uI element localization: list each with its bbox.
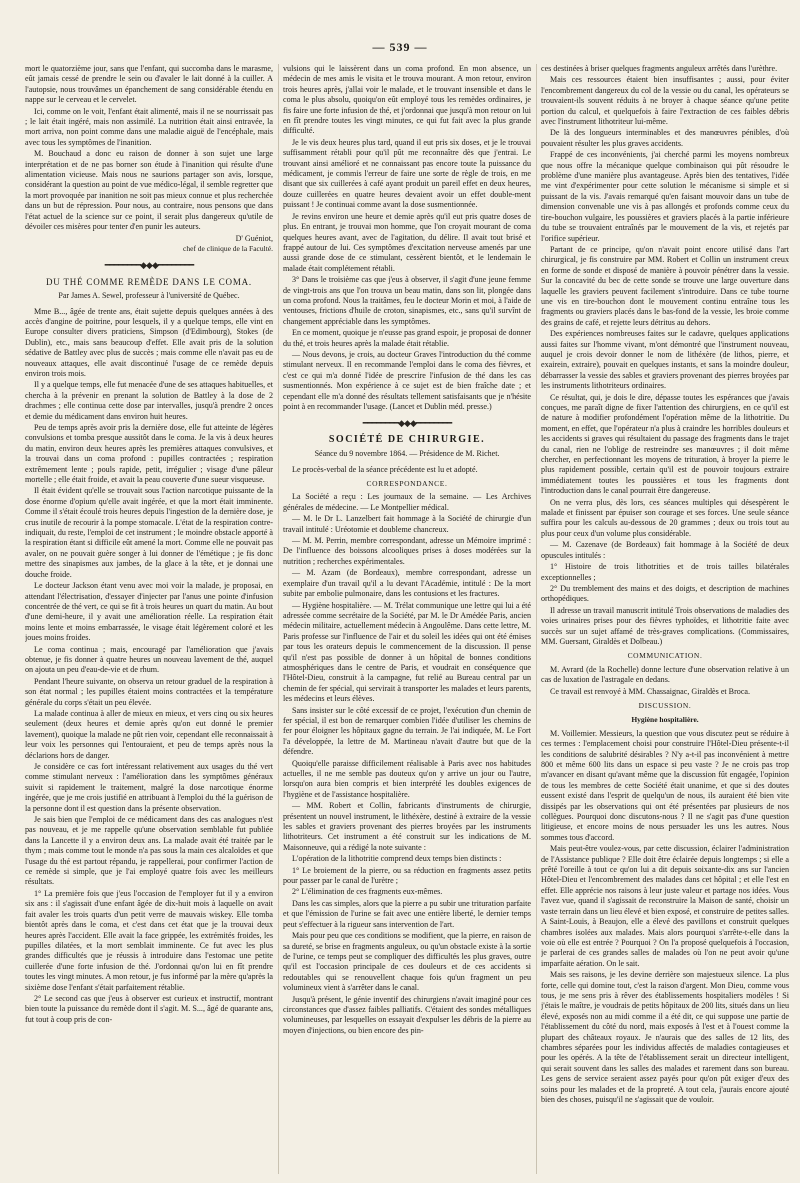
paragraph: M. Voillemier. Messieurs, la question que vous discutez peut se réduire à ces termes : l'emplacement choisi pour construire l'Hôtel-Dieu présente-t-il les conditions de salubrité désirables ? N'y a-t-il pas inconvénient à mettre 800 et même 600 lits dans un espace si peu vaste ? Je ne crois pas trop m'avancer en disant qu'avant même que la discussion fût engagée, l'opinion de tous les membres de cette Société était unanime, et que si des doutes eussent existé dans l'esprit de quelqu'un de nous, ils auraient été bien vite dissipés par les observations qui ont été présentées par plusieurs de nos collègues. Pourquoi donc discutons-nous ? Il ne s'agit pas d'une question litigieuse, et encore moins de nous persuader les uns les autres. Nous sommes tous d'accord. <box>541 728 789 842</box>
paragraph: Peu de temps après avoir pris la dernière dose, elle fut atteinte de légères convulsions et tomba presque aussitôt dans le coma. Je la vis à deux heures du matin, environ deux heures après les premières attaques convulsives, et la trouvai dans un coma profond : pupilles contractées ; respiration extrêmement lente ; pouls rapide, petit, irrégulier ; visage d'une pâleur mortelle ; elle était froide, et avait la peau couverte d'une sueur visqueuse. <box>25 423 273 485</box>
paragraph: Il était évident qu'elle se trouvait sous l'action narcotique puissante de la dose énorme d'opium qu'elle avait ingérée, et que la mort était imminente. Comme il s'était écoulé trois heures depuis l'ingestion de la dernière dose, je crus inutile de recourir à la pompe stomacale. L'état de la respiration contre-indiquait, du reste, l'emploi de cet instrument ; le moindre obstacle apporté à la respiration étant si difficile eût amené la mort. Comme elle ne pouvait pas avaler, on ne pouvait guère songer à lui donner de l'émétique ; je fis donc mettre des sinapismes aux jambes, de la glace à la tête, et je donnai une douche froide. <box>25 486 273 579</box>
paragraph: Ce résultat, qui, je dois le dire, dépasse toutes les espérances que j'avais conçues, me paraît digne de fixer l'attention des chirurgiens, en ce qu'il est de nature à modifier profondément l'opération même de la lithotritie. Du moment, en effet, que l'opérateur n'a plus à craindre les horribles douleurs et les accidents si graves qui résultaient du passage des fragments dans le trajet du canal, rien ne l'oblige de restreindre ses manœuvres ; il doit même chercher, en perfectionnant les moyens de trituration, à broyer la pierre le plus rapidement possible, certain qu'il est de pouvoir toujours extraire immédiatement toutes les poussières et tous les fragments dont l'introduction dans le canal pourrait être dangereuse. <box>541 392 789 496</box>
paragraph: Mais peut-être voulez-vous, par cette discussion, éclairer l'administration de l'Assistance publique ? Elle doit être éclairée depuis longtemps ; si elle a prêté l'oreille à tout ce qu'on lui a dit depuis soixante-dix ans sur l'ancien Hôtel-Dieu et l'encombrement des malades dans cet hôpital ; et elle l'est en effet. Elle apprécie nos raisons à leur juste valeur et partage nos idées. Vous l'avez vue, quand il s'agissait de reconstruire la Maison de santé, choisir un vaste terrain dans un lieu élevé et bien exposé, et construire de petites salles. A Saint-Louis, à Beaujon, elle a élevé des pavillons et construit quelques chambres isolées aux malades. Mais alors pourquoi s'arrête-t-elle dans la voie où elle est entrée ? Pourquoi ? On l'a proposé quelquefois à l'occasion, je parlerai de ces grandes salles de malades où l'on ne peut avoir qu'une imparfaite aération. On le sait. <box>541 844 789 968</box>
subheading: CORRESPONDANCE. <box>366 479 448 489</box>
paragraph: Le coma continua ; mais, encouragé par l'amélioration que j'avais obtenue, je fis donner à quatre heures un nouveau lavement de thé, auquel on ajouta un peu d'eau-de-vie et de rhum. <box>25 644 273 675</box>
paragraph: Il y a quelque temps, elle fut menacée d'une de ses attaques habituelles, et chercha à la prévenir en prenant la solution de Battley à la dose de 2 drachmes ; elle continua cette dose par intervalles, jusqu'à prendre 2 onces et demie du médicament dans environ huit heures. <box>25 380 273 421</box>
subheading: Hygiène hospitalière. <box>631 715 699 725</box>
paragraph: — Hygiène hospitalière. — M. Trélat communique une lettre qui lui a été adressée comme secrétaire de la Société, par M. le Dr Amédée Paris, ancien médecin militaire, actuellement médecin à Angoulême. Dans cette lettre, M. Paris professe sur l'influence de l'air et du soleil les idées qui ont été émises par tous les orateurs depuis le commencement de la discussion. Il pense qu'il n'est pas possible de donner à un hôpital de bonnes conditions atmosphériques dans le centre de Paris, et voudrait en conséquence que l'Hôtel-Dieu, construit à la campagne, fut relié au Bureau central par un chemin de fer spécial, qui servirait à transporter les malades et leurs parents, les médecins et leurs élèves. <box>283 600 531 704</box>
paragraph: Je revins environ une heure et demie après qu'il eut pris quatre doses de plus. En entrant, je trouvai mon homme, que l'on croyait mourant de coma quelques heures avant, avec de l'agitation, du délire. Il avait tout brisé et frappé autour de lui. Ces symptômes d'excitation nerveuse amenés par une aussi grande dose de ce stimulant, cessèrent bientôt, et le lendemain le malade était complétement rétabli. <box>283 211 531 273</box>
paragraph: Frappé de ces inconvénients, j'ai cherché parmi les moyens nombreux que nous offre la mécanique quelque combinaison qui pût résoudre le problème d'une manière plus avantageuse. Après bien des tentatives, l'idée me vint d'expérimenter pour cette solution le mécanisme si simple et si puissant de la vis. J'avais remarqué qu'en faisant mouvoir dans un tube de dimension convenable une vis à pas allongés et profonds comme ceux du tire-bouchon vulgaire, les poussières et graviers placés à la partie inférieure du tube se trouvaient entraînés par le mouvement de la vis, et rejetés par l'orifice supérieur. <box>541 150 789 243</box>
paragraph: Dans les cas simples, alors que la pierre a pu subir une trituration parfaite et que l'émission de l'urine se fait avec une entière liberté, le dernier temps peut s'effectuer à la rigueur sans intervention de l'art. <box>283 898 531 929</box>
section-title: SOCIÉTÉ DE CHIRURGIE. <box>328 433 486 445</box>
paragraph: 1° Histoire de trois lithotrities et de trois tailles bilatérales exceptionnelles ; <box>541 562 789 582</box>
paragraph: Je sais bien que l'emploi de ce médicament dans des cas analogues n'est pas nouveau, et je me rappelle qu'une observation semblable fut publiée dans la Lancette il y a environ deux ans. La malade avait été traitée par le thym ; mais comme tout le monde n'a pas sous la main ces alcaloïdes et que l'usage du thé est partout répandu, je rappellerai, pour confirmer l'action de ce remède si simple, que je l'ai employé quatre fois avec les meilleurs résultats. <box>25 815 273 887</box>
paragraph: En ce moment, quoique je n'eusse pas grand espoir, je proposai de donner du thé, et trois heures après la malade était rétablie. <box>283 328 531 348</box>
paragraph: 2° Le second cas que j'eus à observer est curieux et instructif, montrant bien toute la puissance du remède dont il s'agit. M. S..., âgé de quarante ans, fut tout à coup pris de con- <box>25 993 273 1024</box>
author-title: chef de clinique de la Faculté. <box>183 243 273 253</box>
paragraph: Partant de ce principe, qu'on n'avait point encore utilisé dans l'art chirurgical, je fis construire par MM. Robert et Collin un instrument creux en forme de sonde et disposé de manière à pouvoir pénétrer dans la vessie. Sur la concavité du bec de cette sonde se trouve une large ouverture dans laquelle les graviers peuvent facilement s'introduire. Dans ce tube tourne une vis en tire-bouchon dont le mouvement continu entraîne tous les fragments ou graviers placés dans le bas-fond de la vessie, les broie comme des grains de café, et rejette leurs détritus au dehors. <box>541 244 789 327</box>
column-divider <box>278 64 279 1174</box>
column-3 <box>541 64 789 1174</box>
subheading: DISCUSSION. <box>638 700 692 710</box>
column-2 <box>283 64 531 1174</box>
section-separator: ━━━━━━━━◆◆◆━━━━━━━━ <box>104 260 194 271</box>
paragraph: 3° Dans le troisième cas que j'eus à observer, il s'agit d'une jeune femme de vingt-trois ans que l'on trouva un beau matin, dans son lit, plongée dans un coma profond. Nous la traitâmes, feu le docteur Morin et moi, à l'aide de ventouses, frictions d'huile de croton, sinapismes, etc., sans qu'il survînt de changement appréciable dans les symptômes. <box>283 275 531 326</box>
paragraph: La Société a reçu : Les journaux de la semaine. — Les Archives générales de médecine. — Le Montpellier médical. <box>283 492 531 512</box>
page-number: — 539 — <box>372 40 428 54</box>
paragraph: De là des longueurs interminables et des manœuvres pénibles, d'où pouvaient résulter les plus graves accidents. <box>541 128 789 148</box>
paragraph: L'opération de la lithotritie comprend deux temps bien distincts : <box>292 854 502 864</box>
paragraph: 2° L'élimination de ces fragments eux-mêmes. <box>292 887 443 897</box>
paragraph: On ne verra plus, dès lors, ces séances multiples qui désespèrent le malade et finissent par épuiser son courage et ses forces. Une seule séance suffira pour les calculs au-dessous de 20 grammes ; deux ou trois tout au plus pour ceux d'un volume plus considérable. <box>541 497 789 538</box>
meeting-header: Séance du 9 novembre 1864. — Présidence de M. Richet. <box>314 449 500 459</box>
paragraph: ces destinées à briser quelques fragments anguleux arrêtés dans l'urèthre. <box>541 64 778 73</box>
paragraph: M. Bouchaud a donc eu raison de donner à son sujet une large interprétation et de ne pas borner son étude à l'inanition qui résulte d'une alimentation vicieuse. Mais nous ne saurions partager son avis, lorsque, considérant la question au point de vue médico-légal, il semble regretter que la mort provoquée par inanition ne soit pas mieux connue et plus recherchée dans un but de répression. Pour nous, au contraire, nous pensons que dans l'état actuel de la science sur ce point, il serait plus dangereux qu'utile de dévoiler ces misères pour tenter d'en punir les auteurs. <box>25 149 273 232</box>
paragraph: Mais ces ressources étaient bien insuffisantes ; aussi, pour éviter l'encombrement dangereux du col de la vessie ou du canal, les opérateurs se trouvaient-ils souvent réduits à ne broyer à chaque séance qu'une petite portion du calcul, et quelquefois à faire l'extraction de ces faibles débris avec l'instrument lithotriteur lui-même. <box>541 75 789 127</box>
paragraph: — M. le Dr L. Lanzelbert fait hommage à la Société de chirurgie d'un travail intitulé : Uréotomie et doubleme chancreux. <box>283 514 531 534</box>
paragraph: — M. Cazenave (de Bordeaux) fait hommage à la Société de deux opuscules intitulés : <box>541 540 789 560</box>
paragraph: — M. M. Perrin, membre correspondant, adresse un Mémoire imprimé : De l'influence des boissons alcooliques prises à doses modérées sur la nutrition ; recherches expérimentales. <box>283 536 531 566</box>
column-divider <box>536 64 537 1174</box>
author-signature: D' Guéniot, <box>235 233 273 243</box>
paragraph: Quoiqu'elle paraisse difficilement réalisable à Paris avec nos habitudes actuelles, il ne me semble pas douteux qu'on y arrive un jour ou l'autre, lorsqu'on aura bien compris et bien interprété les doubles exigences de l'hygiène et de l'assistance hospitalière. <box>283 758 531 799</box>
paragraph: Des expériences nombreuses faites sur le cadavre, quelques applications aussi faites sur l'homme vivant, m'ont démontré que l'instrument nouveau, auquel je crois devoir donner le nom de lithéxère (de lithos, pierre, et exairein, extraire), pouvait en quelques instants, et sans la moindre douleur, débarrasser la vessie des sables et graviers provenant des pierres broyées par les instruments lithotriteurs ordinaires. <box>541 329 789 391</box>
paragraph: vulsions qui le laissèrent dans un coma profond. En mon absence, un médecin de mes amis le visita et le trouva mourant. A mon retour, environ trois heures après, j'allai voir le malade, et le trouvant insensible et dans le coma le plus absolu, quoiqu'on eût employé tous les remèdes ordinaires, je fis faire une forte infusion de thé, et j'ordonnai que jusqu'à mon retour on lui en fît prendre toutes les vingt minutes, ce qui fut fait avec la plus grande difficulté. <box>283 64 531 136</box>
paragraph: Sans insister sur le côté excessif de ce projet, l'exécution d'un chemin de fer spécial, il est bon de remarquer combien l'idée d'utiliser les chemins de fer pour éloigner les hôpitaux gagne du terrain. Je l'ai indiquée, M. Le Fort l'a développée, la lettre de M. Martineau n'avait d'autre but que de la défendre. <box>283 705 531 757</box>
paragraph: mort le quatorzième jour, sans que l'enfant, qui succomba dans le marasme, eût jamais cessé de prendre le sein ou d'avaler le lait donné à la cuiller. A l'autopsie, nous trouvâmes un épanchement de sang considérable étendu en nappe sur le cerveau et le cervelet. <box>25 64 273 105</box>
paragraph: Le docteur Jackson étant venu avec moi voir la malade, je proposai, en attendant l'électrisation, d'essayer d'injecter par l'anus une pointe d'infusion concentrée de thé vert, ce qui se fit à trois heures un quart du matin. Au bout d'une demi-heure, il y avait une amélioration réelle. La respiration était moins lente et moins embarrassée, le visage était légèrement coloré et les joues moins froides. <box>25 581 273 643</box>
paragraph: Mais ses raisons, je les devine derrière son majestueux silence. La plus forte, celle qui domine tout, c'est la raison d'argent. Mon Dieu, comme vous tous, je me sens pris à rêver des établissements hospitaliers modèles ! Si j'étais le maître, je voudrais de petits hôpitaux de 200 lits, situés dans un lieu élevé, exposés non au midi comme il a été dit, ce qui suppose une partie de l'établissement du côté du nord, mais exposés à l'est et à l'ouest comme la plupart des châteaux royaux. Je n'aurais que des salles de 12 lits, des chambres séparées pour les individus affectés de maladies contagieuses et pour les opérés. A la tête de l'établissement serait un directeur intelligent, qui serait souvent dans les salles des malades et rarement dans son bureau. Les gens de service seraient assez payés pour qu'on pût exiger d'eux des soins pour les malades et de la propreté. A tout cela, j'aurais encore ajouté bien des choses, puisqu'il ne s'agissait que de vouloir. <box>541 970 789 1104</box>
paragraph: Pendant l'heure suivante, on observa un retour graduel de la respiration à son état normal ; les pupilles étaient moins contractées et la température générale du corps s'était un peu élevée. <box>25 676 273 707</box>
paragraph: Il adresse un travail manuscrit intitulé Trois observations de maladies des voies urinaires prises pour des fièvres typhoïdes, et lithotritie faite avec succès sur un sujet affamé de très-graves complications. (Commissaires, MM. Guersant, Giraldès et Dolbeau.) <box>541 605 789 646</box>
paragraph: Ici, comme on le voit, l'enfant était alimenté, mais il ne se nourrissait pas ; le lait était ingéré, mais non assimilé. La nutrition était ainsi entravée, la mort arriva, non point comme dans une maladie aiguë de l'encéphale, mais avec tous les symptômes de l'inanition. <box>25 106 273 147</box>
paragraph: — Nous devons, je crois, au docteur Graves l'introduction du thé comme stimulant nerveux. Il en recommande l'emploi dans le coma des fièvres, et c'est ce qui m'a donné l'idée de prescrire l'infusion de thé dans les cas susmentionnés. Mon expérience à ce sujet est de bien fraîche date ; et cependant elle m'a donné des résultats tellement satisfaisants que je n'hésite point à en recommander l'usage. (Lancet et Dublin méd. presse.) <box>283 349 531 411</box>
paragraph: Je considère ce cas fort intéressant relativement aux usages du thé vert comme stimulant nerveux : l'amélioration dans les symptômes généraux suivit si rapidement le traitement, malgré la dose narcotique énorme ingérée, que je me crois justifié en attribuant à l'emploi du thé la guérison de la personne dont il est question dans la présente observation. <box>25 762 273 813</box>
paragraph: Je le vis deux heures plus tard, quand il eut pris six doses, et je le trouvai suffisamment rétabli pour qu'il pût me reconnaître dès que j'entrai. Le trouvant ainsi amélioré et ne connaissant pas encore toute la puissance du médicament, je commis l'erreur de faire une sorte de règle de trois, en me disant que six cuillerées à café ayant produit un pareil effet en deux heures, douze cuillerées en quatre heures devaient avoir un effet double-ment puissant ! Je continuai comme avant la dose susmentionnée. <box>283 137 531 210</box>
paragraph: 1° Le broiement de la pierre, ou sa réduction en fragments assez petits pour passer par le canal de l'urètre ; <box>283 865 531 886</box>
paragraph: Jusqu'à présent, le génie inventif des chirurgiens n'avait imaginé pour ces circonstances que d'assez faibles palliatifs. C'étaient des sondes métalliques volumineuses, par lesquelles on essayait d'expulser les débris de la pierre au moyen d'injections, ou bien encore des pin- <box>283 994 531 1035</box>
section-separator: ━━━━━━━━◆◆◆━━━━━━━━ <box>362 418 452 429</box>
paragraph: La malade continua à aller de mieux en mieux, et vers cinq ou six heures seulement (deux heures et demie après qu'on eut donné le premier lavement), quoique la malade ne pût rien voir, cependant elle reconnaissait à leur voix les personnes qui l'entouraient, et peu de temps après nous la déclarions hors de danger. <box>25 708 273 760</box>
paragraph: 2° Du tremblement des mains et des doigts, et description de machines orthopédiques. <box>541 583 789 604</box>
paragraph: — M. Azam (de Bordeaux), membre correspondant, adresse un exemplaire d'un travail qu'il a lu devant l'Académie, intitulé : De la mort subite par embolie pulmonaire, dans les contusions et les fractures. <box>283 568 531 599</box>
paragraph: Mais pour peu que ces conditions se modifient, que la pierre, en raison de sa dureté, se brise en fragments anguleux, ou qu'un obstacle existe à la sortie de l'urine, ce temps peut se compliquer des difficultés les plus graves, outre qu'il est l'occasion principale de ces douleurs et de ces accidents si redoutables qui se renouvellent chaque fois qu'un fragment un peu volumineux vient à s'arrêter dans le canal. <box>283 931 531 993</box>
article-byline: Par James A. Sewel, professeur à l'université de Québec. <box>58 291 240 301</box>
paragraph: Le procès-verbal de la séance précédente est lu et adopté. <box>292 464 478 474</box>
paragraph: Ce travail est renvoyé à MM. Chassaignac, Giraldès et Broca. <box>550 686 751 696</box>
paragraph: 1° La première fois que j'eus l'occasion de l'employer fut il y a environ six ans : il s'agissait d'une enfant âgée de dix-huit mois à laquelle on avait fait avaler les trois quarts d'un petit verre de mauvais wiskey. Elle tomba bientôt après dans le coma, et c'est dans cet état que je la trouvai deux heures après l'accident. Elle avait la face grippée, les extrémités froides, les pupilles dilatées, et la mort semblait imminente. Ce fut avec les plus grandes difficultés que je réussis à introduire dans l'estomac une petite cuillerée d'une forte infusion de thé. J'ordonnai qu'on lui en fît prendre toutes les vingt minutes. A mon retour, je fus informé par la mère qu'après la sixième dose l'enfant s'était parfaitement rétablie. <box>25 888 273 992</box>
paragraph: Mme B..., âgée de trente ans, était sujette depuis quelques années à des accès d'angine de poitrine, pour lesquels, il y a quelque temps, elle vint en Europe consulter divers praticiens, Simpson (d'Edimbourg), Stokes (de Dublin), etc., mais sans beaucoup d'effet. Elle avait pris de la solution sédative de Battley avec plus de succès ; mais comme elle n'avait pas eu de nouveaux attaques, elle avait discontinué l'usage de ce remède depuis environ trois mois. <box>25 306 273 378</box>
subheading: COMMUNICATION. <box>627 651 703 661</box>
column-1 <box>25 64 273 1174</box>
paragraph: M. Avrard (de la Rochelle) donne lecture d'une observation relative à un cas de luxation de l'astragale en dedans. <box>541 664 789 685</box>
paragraph: — MM. Robert et Collin, fabricants d'instruments de chirurgie, présentent un nouvel instrument, le lithéxère, destiné à extraire de la vessie les sables et graviers provenant des pierres broyées par les instruments lithotriteurs. Cet instrument a été construit sur les indications de M. Maisonneuve, qui a rédigé la note suivante : <box>283 801 531 852</box>
article-title: DU THÉ COMME REMÈDE DANS LE COMA. <box>46 276 252 287</box>
